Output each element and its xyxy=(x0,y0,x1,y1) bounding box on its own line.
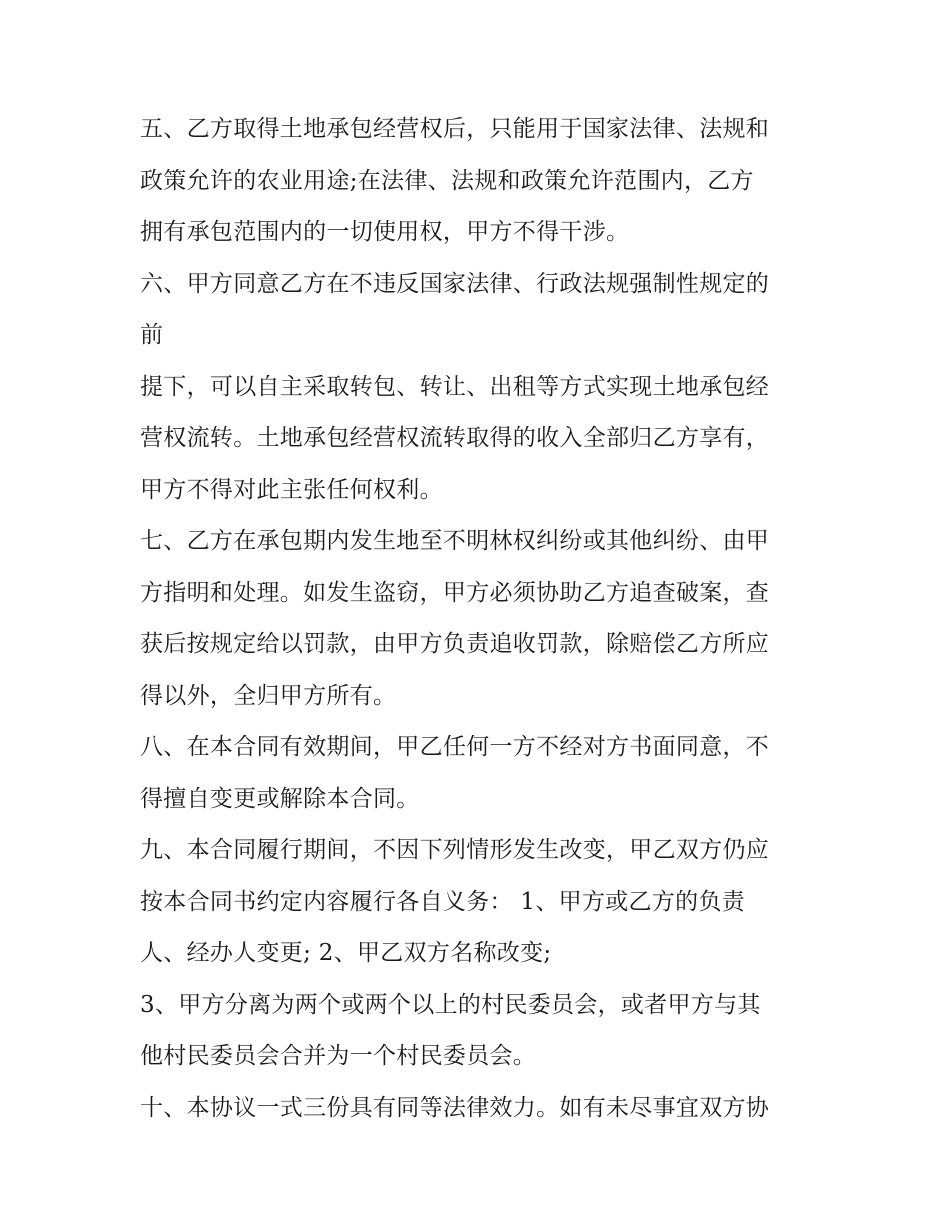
text-line: 他村民委员会合并为一个村民委员会。 xyxy=(140,1043,537,1069)
text-line: 营权流转。土地承包经营权流转取得的收入全部归乙方享有， xyxy=(140,425,770,451)
text-line: 九、本合同履行期间，不因下列情形发生改变，甲乙双方仍应 xyxy=(140,837,770,863)
text-line: 拥有承包范围内的一切使用权，甲方不得干涉。 xyxy=(140,219,630,245)
text-line: 五、乙方取得土地承包经营权后，只能用于国家法律、法规和 xyxy=(140,116,770,142)
text-line: 前 xyxy=(140,322,164,348)
text-line: 六、甲方同意乙方在不违反国家法律、行政法规强制性规定的 xyxy=(140,270,770,297)
text-line: 七、乙方在承包期内发生地至不明林权纠纷或其他纠纷、由甲 xyxy=(140,528,770,554)
text-line: 提下，可以自主采取转包、转让、出租等方式实现土地承包经 xyxy=(140,373,770,400)
text-line: 获后按规定给以罚款，由甲方负责追收罚款，除赔偿乙方所应 xyxy=(140,631,770,657)
text-line: 八、在本合同有效期间，甲乙任何一方不经对方书面同意，不 xyxy=(140,734,770,760)
text-line: 政策允许的农业用途;在法律、法规和政策允许范围内，乙方 xyxy=(140,167,754,194)
text-line: 方指明和处理。如发生盗窃，甲方必须协助乙方追查破案，查 xyxy=(140,579,770,606)
text-line: 按本合同书约定内容履行各自义务： 1、甲方或乙方的负责 xyxy=(140,888,746,915)
text-line: 十、本协议一式三份具有同等法律效力。如有未尽事宜双方协 xyxy=(140,1094,770,1121)
text-line: 3、甲方分离为两个或两个以上的村民委员会，或者甲方与其 xyxy=(140,991,761,1018)
text-line: 得擅自变更或解除本合同。 xyxy=(140,785,420,812)
text-line: 人、经办人变更; 2、甲乙双方名称改变; xyxy=(140,940,552,966)
text-line: 得以外，全归甲方所有。 xyxy=(140,682,397,709)
contract-text xyxy=(140,104,820,1134)
text-line: 甲方不得对此主张任何权利。 xyxy=(140,476,443,503)
